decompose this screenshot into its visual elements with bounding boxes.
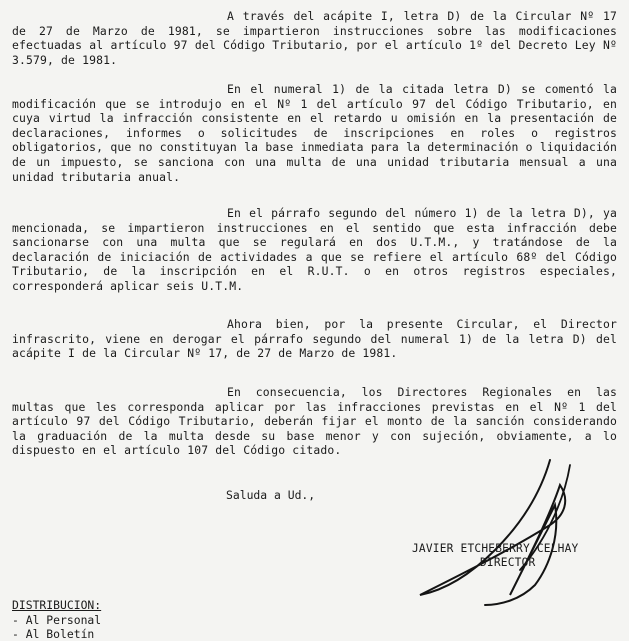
signatory-title: DIRECTOR [480, 556, 536, 569]
paragraph-2: En el numeral 1) de la citada letra D) se comentó la modificación que se introdujo en el Nº 1 del artículo 97 del Código Tributario, en cuya virtud la infracción consistente en el retardo u omisión en la presentación de declaraciones, informes o solicitudes de inscripciones en roles o registros obligatorios, que no constituyan la base inmediata para la determinación o liquidación de un impuesto, se sanciona con una multa de una unidad tributaria mensual a una unidad tributaria anual. [12, 82, 617, 184]
distribution-item: - Al Boletín [12, 627, 95, 641]
paragraph-5: En consecuencia, los Directores Regionales en las multas que les corresponda aplicar por las infracciones previstas en el Nº 1 del artículo 97 del Código Tributario, deberán fijar el monto de la sanción considerando la graduación de la multa desde su base menor y con sujeción, obviamente, a lo dispuesto en el artículo 107 del Código citado. [12, 385, 617, 458]
signatory-name: JAVIER ETCHEBERRY CELHAY [412, 542, 579, 555]
distribution-item: - Al Personal [12, 613, 102, 627]
paragraph-1: A través del acápite I, letra D) de la Circular Nº 17 de 27 de Marzo de 1981, se impartieron instrucciones sobre las modificaciones efectuadas al artículo 97 del Código Tributario, por el artículo 1º del Decreto Ley Nº 3.579, de 1981. [12, 9, 617, 67]
salutation: Saluda a Ud., [226, 488, 316, 502]
paragraph-4: Ahora bien, por la presente Circular, el Director infrascrito, viene en derogar el párrafo segundo del numeral 1) de la letra D) del acápite I de la Circular Nº 17, de 27 de Marzo de 1981. [12, 317, 617, 361]
handwritten-signature [400, 455, 620, 615]
paragraph-3: En el párrafo segundo del número 1) de la letra D), ya mencionada, se impartieron instrucciones en el sentido que esta infracción debe sancionarse con una multa que se regulará en dos U.T.M., y tratándose de la declaración de iniciación de actividades a que se refiere el artículo 68º del Código Tributario, de la inscripción en el R.U.T. o en otros registros especiales, corresponderá aplicar seis U.T.M. [12, 206, 617, 293]
distribution-heading: DISTRIBUCION: [12, 598, 102, 612]
